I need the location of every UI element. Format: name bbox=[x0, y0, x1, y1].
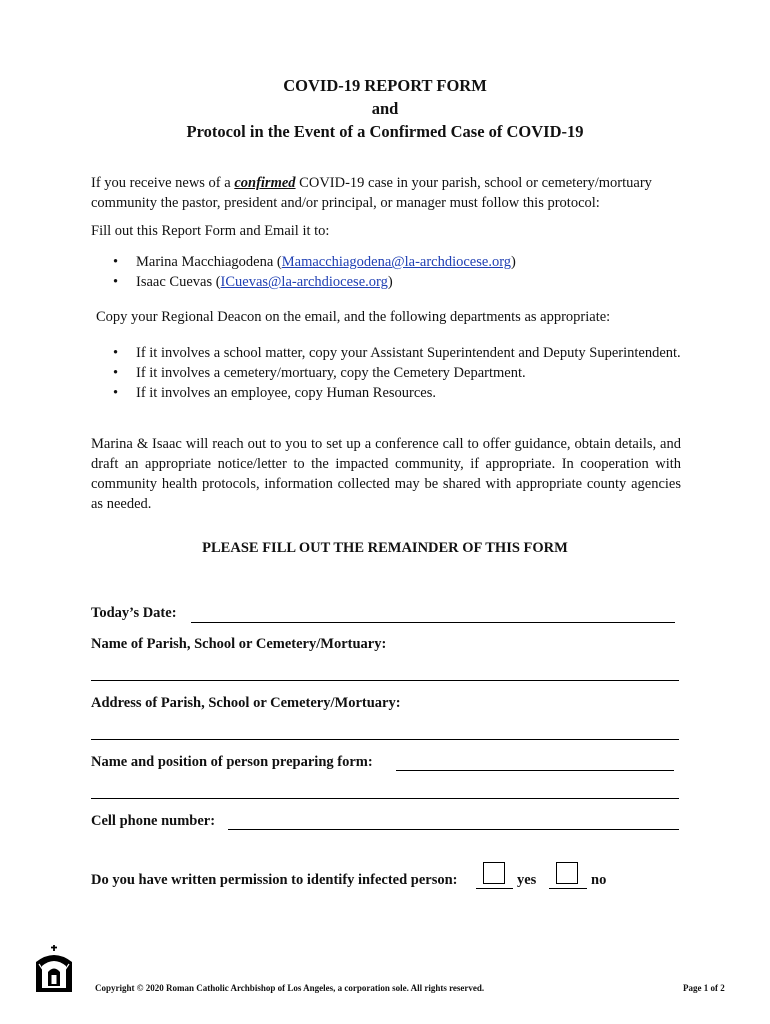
copy-instruction: Copy your Regional Deacon on the email, and the following departments as appropriate: bbox=[96, 309, 611, 325]
contact-name: Isaac Cuevas ( bbox=[136, 274, 221, 290]
intro-emphasis: confirmed bbox=[234, 175, 296, 191]
date-label: Today’s Date: bbox=[91, 605, 177, 621]
phone-field[interactable] bbox=[228, 829, 679, 830]
phone-label: Cell phone number: bbox=[91, 813, 216, 829]
contact-name: Marina Macchiagodena ( bbox=[136, 254, 282, 270]
department-list bbox=[91, 343, 681, 403]
department-item: • If it involves an employee, copy Human Resources. bbox=[91, 383, 681, 403]
contact-list bbox=[91, 252, 681, 292]
email-link[interactable]: Mamacchiagodena@la-archdiocese.org bbox=[281, 254, 512, 270]
no-underline bbox=[549, 888, 587, 889]
date-field[interactable] bbox=[191, 622, 675, 623]
intro-paragraph bbox=[91, 173, 681, 213]
title-line-3: Protocol in the Event of a Confirmed Case of COVID-19 bbox=[186, 122, 584, 141]
preparer-field-line-2[interactable] bbox=[91, 798, 679, 799]
intro-text-start: If you receive news of a bbox=[91, 175, 235, 191]
archdiocese-logo-icon bbox=[33, 944, 75, 994]
contact-close: ) bbox=[511, 254, 516, 270]
address-field[interactable] bbox=[91, 739, 679, 740]
fill-out-instruction: Fill out this Report Form and Email it to: bbox=[91, 223, 330, 239]
copyright-footer: Copyright © 2020 Roman Catholic Archbishop of Los Angeles, a corporation sole. All rights reserved. bbox=[95, 983, 485, 993]
email-link[interactable]: ICuevas@la-archdiocese.org bbox=[220, 274, 388, 290]
contact-item bbox=[91, 252, 681, 272]
no-checkbox[interactable] bbox=[556, 862, 578, 884]
permission-label: Do you have written permission to identify infected person: bbox=[91, 872, 458, 888]
title-line-1: COVID-19 REPORT FORM bbox=[283, 76, 487, 95]
parish-field[interactable] bbox=[91, 680, 679, 681]
yes-label: yes bbox=[517, 872, 537, 888]
yes-underline bbox=[476, 888, 513, 889]
address-label: Address of Parish, School or Cemetery/Mortuary: bbox=[91, 695, 401, 711]
followup-paragraph: Marina & Isaac will reach out to you to set up a conference call to offer guidance, obtain details, and draft an appropriate notice/letter to the impacted community, if appropriate. In cooperation with community health protocols, information collected may be shared with appropriate county agencies as needed. bbox=[91, 436, 681, 512]
preparer-label: Name and position of person preparing form: bbox=[91, 754, 373, 770]
preparer-field[interactable] bbox=[396, 770, 674, 771]
no-label: no bbox=[591, 872, 607, 888]
contact-item bbox=[91, 272, 681, 292]
parish-label: Name of Parish, School or Cemetery/Mortuary: bbox=[91, 636, 387, 652]
intro-text-end: COVID-19 case in your parish, school or cemetery/mortuary community the pastor, president and/or principal, or manager must follow this protocol: bbox=[91, 175, 652, 211]
department-item: • If it involves a school matter, copy your Assistant Superintendent and Deputy Superintendent. bbox=[91, 343, 681, 363]
title-line-2: and bbox=[371, 99, 399, 118]
department-item: • If it involves a cemetery/mortuary, copy the Cemetery Department. bbox=[91, 363, 681, 383]
yes-checkbox[interactable] bbox=[483, 862, 505, 884]
section-heading: PLEASE FILL OUT THE REMAINDER OF THIS FORM bbox=[202, 540, 568, 556]
page-number: Page 1 of 2 bbox=[683, 983, 725, 993]
contact-close: ) bbox=[387, 274, 393, 290]
